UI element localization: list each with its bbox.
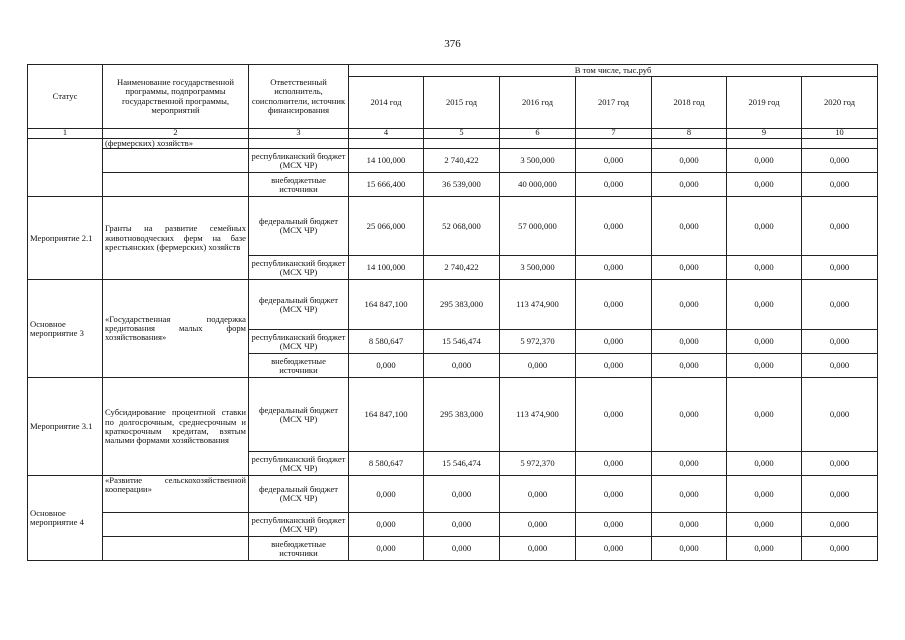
amount-cell: 0,000 xyxy=(727,537,802,561)
amount-cell: 164 847,100 xyxy=(349,378,424,452)
header-year: 2020 год xyxy=(802,77,878,129)
table-row xyxy=(28,139,878,149)
amount-cell: 0,000 xyxy=(349,537,424,561)
amount-cell: 0,000 xyxy=(652,354,727,378)
amount-cell: 0,000 xyxy=(500,354,576,378)
amount-cell: 0,000 xyxy=(652,330,727,354)
status-cell: Мероприятие 2.1 xyxy=(28,197,103,280)
table-row xyxy=(28,197,878,256)
source-cell: внебюджетные источники xyxy=(249,354,349,378)
amount-cell: 15 666,400 xyxy=(349,173,424,197)
amount-cell: 52 068,000 xyxy=(424,197,500,256)
amount-cell xyxy=(349,139,424,149)
column-number: 1 xyxy=(28,129,103,139)
name-cell: Субсидирование процентной ставки по долгосрочным, среднесрочным и краткосрочным кредитам, взятым малыми формами хозяйствования xyxy=(103,378,249,476)
amount-cell: 0,000 xyxy=(727,330,802,354)
amount-cell: 3 500,000 xyxy=(500,256,576,280)
column-number-row xyxy=(28,129,878,139)
source-cell: внебюджетные источники xyxy=(249,173,349,197)
amount-cell: 295 383,000 xyxy=(424,378,500,452)
amount-cell: 113 474,900 xyxy=(500,280,576,330)
amount-cell: 0,000 xyxy=(802,354,878,378)
amount-cell: 0,000 xyxy=(349,476,424,513)
source-cell xyxy=(249,139,349,149)
table-body xyxy=(28,139,878,561)
amount-cell: 0,000 xyxy=(424,354,500,378)
amount-cell: 0,000 xyxy=(802,256,878,280)
status-cell xyxy=(28,139,103,197)
status-cell: Основное мероприятие 4 xyxy=(28,476,103,561)
amount-cell: 0,000 xyxy=(727,256,802,280)
amount-cell: 0,000 xyxy=(727,476,802,513)
header-year: 2017 год xyxy=(576,77,652,129)
column-number: 5 xyxy=(424,129,500,139)
amount-cell: 0,000 xyxy=(424,476,500,513)
amount-cell: 0,000 xyxy=(576,513,652,537)
column-number: 7 xyxy=(576,129,652,139)
header-responsible: Ответственный исполнитель, соисполнители, источник финансирования xyxy=(249,65,349,129)
amount-cell: 0,000 xyxy=(652,173,727,197)
amount-cell: 0,000 xyxy=(576,173,652,197)
budget-table xyxy=(27,64,878,561)
header-year: 2015 год xyxy=(424,77,500,129)
amount-cell: 0,000 xyxy=(349,513,424,537)
amount-cell: 0,000 xyxy=(802,173,878,197)
amount-cell: 0,000 xyxy=(500,513,576,537)
amount-cell: 14 100,000 xyxy=(349,256,424,280)
table-header xyxy=(28,65,878,139)
column-number: 6 xyxy=(500,129,576,139)
column-number: 8 xyxy=(652,129,727,139)
amount-cell: 0,000 xyxy=(802,197,878,256)
amount-cell: 0,000 xyxy=(576,197,652,256)
amount-cell: 2 740,422 xyxy=(424,256,500,280)
header-name: Наименование государственной программы, подпрограммы государственной программы, мероприятий xyxy=(103,65,249,129)
amount-cell: 0,000 xyxy=(576,378,652,452)
column-number: 3 xyxy=(249,129,349,139)
amount-cell: 0,000 xyxy=(576,537,652,561)
amount-cell: 0,000 xyxy=(652,513,727,537)
column-number: 9 xyxy=(727,129,802,139)
source-cell: федеральный бюджет (МСХ ЧР) xyxy=(249,197,349,256)
amount-cell: 0,000 xyxy=(576,354,652,378)
amount-cell: 25 066,000 xyxy=(349,197,424,256)
amount-cell: 0,000 xyxy=(349,354,424,378)
amount-cell: 0,000 xyxy=(727,173,802,197)
amount-cell: 0,000 xyxy=(727,354,802,378)
source-cell: республиканский бюджет (МСХ ЧР) xyxy=(249,256,349,280)
header-group: В том числе, тыс.руб xyxy=(349,65,878,77)
amount-cell: 0,000 xyxy=(802,476,878,513)
amount-cell: 0,000 xyxy=(802,149,878,173)
table-row xyxy=(28,476,878,513)
amount-cell: 0,000 xyxy=(576,256,652,280)
amount-cell: 0,000 xyxy=(802,378,878,452)
amount-cell: 0,000 xyxy=(576,452,652,476)
table-row xyxy=(28,280,878,330)
amount-cell: 0,000 xyxy=(500,537,576,561)
name-cell: «Государственная поддержка кредитования малых форм хозяйствования» xyxy=(103,280,249,378)
amount-cell: 0,000 xyxy=(652,280,727,330)
amount-cell: 295 383,000 xyxy=(424,280,500,330)
amount-cell: 0,000 xyxy=(727,149,802,173)
amount-cell xyxy=(802,139,878,149)
amount-cell xyxy=(652,139,727,149)
amount-cell: 0,000 xyxy=(652,378,727,452)
amount-cell: 0,000 xyxy=(652,256,727,280)
amount-cell: 0,000 xyxy=(802,280,878,330)
name-cell xyxy=(103,537,249,561)
header-status: Статус xyxy=(28,65,103,129)
amount-cell xyxy=(424,139,500,149)
name-cell xyxy=(103,149,249,173)
amount-cell: 0,000 xyxy=(652,149,727,173)
amount-cell: 0,000 xyxy=(424,537,500,561)
source-cell: республиканский бюджет (МСХ ЧР) xyxy=(249,149,349,173)
amount-cell xyxy=(727,139,802,149)
amount-cell xyxy=(576,139,652,149)
header-year: 2014 год xyxy=(349,77,424,129)
amount-cell: 0,000 xyxy=(802,452,878,476)
amount-cell: 113 474,900 xyxy=(500,378,576,452)
amount-cell: 0,000 xyxy=(727,513,802,537)
header-year: 2018 год xyxy=(652,77,727,129)
status-cell: Основное мероприятие 3 xyxy=(28,280,103,378)
amount-cell xyxy=(500,139,576,149)
source-cell: федеральный бюджет (МСХ ЧР) xyxy=(249,476,349,513)
amount-cell: 15 546,474 xyxy=(424,452,500,476)
amount-cell: 0,000 xyxy=(500,476,576,513)
status-cell: Мероприятие 3.1 xyxy=(28,378,103,476)
source-cell: республиканский бюджет (МСХ ЧР) xyxy=(249,513,349,537)
amount-cell: 0,000 xyxy=(727,378,802,452)
amount-cell: 164 847,100 xyxy=(349,280,424,330)
name-cell: (фермерских) хозяйств» xyxy=(103,139,249,149)
column-number: 4 xyxy=(349,129,424,139)
source-cell: внебюджетные источники xyxy=(249,537,349,561)
amount-cell: 0,000 xyxy=(652,537,727,561)
table-row xyxy=(28,513,878,537)
amount-cell: 8 580,647 xyxy=(349,452,424,476)
amount-cell: 40 000,000 xyxy=(500,173,576,197)
amount-cell: 0,000 xyxy=(652,452,727,476)
name-cell: «Развитие сельскохозяйственной кооперации» xyxy=(103,476,249,513)
table-row xyxy=(28,173,878,197)
amount-cell: 0,000 xyxy=(652,476,727,513)
amount-cell: 8 580,647 xyxy=(349,330,424,354)
source-cell: федеральный бюджет (МСХ ЧР) xyxy=(249,280,349,330)
header-year: 2019 год xyxy=(727,77,802,129)
amount-cell: 0,000 xyxy=(576,330,652,354)
amount-cell: 36 539,000 xyxy=(424,173,500,197)
amount-cell: 5 972,370 xyxy=(500,452,576,476)
page-number: 376 xyxy=(444,38,461,50)
source-cell: федеральный бюджет (МСХ ЧР) xyxy=(249,378,349,452)
amount-cell: 14 100,000 xyxy=(349,149,424,173)
source-cell: республиканский бюджет (МСХ ЧР) xyxy=(249,452,349,476)
name-cell xyxy=(103,173,249,197)
amount-cell: 0,000 xyxy=(727,197,802,256)
amount-cell: 3 500,000 xyxy=(500,149,576,173)
amount-cell: 0,000 xyxy=(576,149,652,173)
amount-cell: 2 740,422 xyxy=(424,149,500,173)
amount-cell: 0,000 xyxy=(802,513,878,537)
column-number: 2 xyxy=(103,129,249,139)
table-row xyxy=(28,149,878,173)
amount-cell: 0,000 xyxy=(802,537,878,561)
amount-cell: 15 546,474 xyxy=(424,330,500,354)
amount-cell: 0,000 xyxy=(576,280,652,330)
amount-cell: 5 972,370 xyxy=(500,330,576,354)
amount-cell: 0,000 xyxy=(424,513,500,537)
source-cell: республиканский бюджет (МСХ ЧР) xyxy=(249,330,349,354)
amount-cell: 0,000 xyxy=(576,476,652,513)
table-row xyxy=(28,378,878,452)
amount-cell: 0,000 xyxy=(802,330,878,354)
amount-cell: 0,000 xyxy=(727,280,802,330)
name-cell: Гранты на развитие семейных животноводческих ферм на базе крестьянских (фермерских) хозяйств xyxy=(103,197,249,280)
amount-cell: 57 000,000 xyxy=(500,197,576,256)
column-number: 10 xyxy=(802,129,878,139)
header-year: 2016 год xyxy=(500,77,576,129)
amount-cell: 0,000 xyxy=(727,452,802,476)
name-cell xyxy=(103,513,249,537)
table-row xyxy=(28,537,878,561)
amount-cell: 0,000 xyxy=(652,197,727,256)
